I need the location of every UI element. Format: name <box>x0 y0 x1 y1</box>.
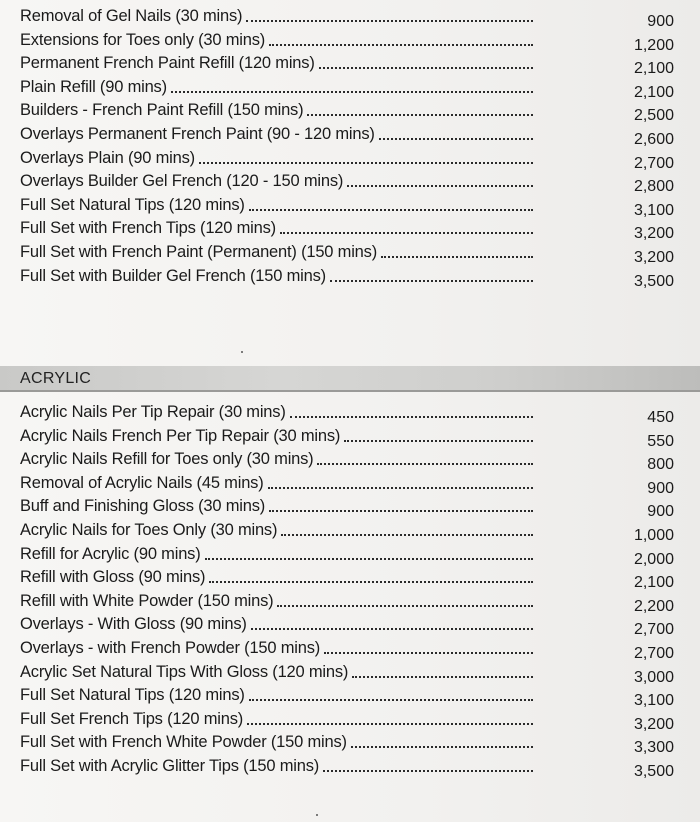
service-label: Full Set with Builder Gel French (150 mins) <box>20 266 326 285</box>
service-label: Refill for Acrylic (90 mins) <box>20 544 201 563</box>
service-label: Buff and Finishing Gloss (30 mins) <box>20 497 266 516</box>
service-label: Permanent French Paint Refill (120 mins) <box>20 54 315 73</box>
leader-dots <box>323 768 533 772</box>
list-item <box>0 122 700 146</box>
service-label: Acrylic Nails French Per Tip Repair (30 mins) <box>20 426 341 445</box>
service-label: Removal of Gel Nails (30 mins) <box>20 7 243 25</box>
service-price: 1,000 <box>633 526 674 544</box>
service-price: 3,500 <box>633 272 674 290</box>
list-item <box>0 518 700 542</box>
list-item <box>0 447 700 474</box>
list-item <box>0 75 700 99</box>
list-item <box>0 612 700 639</box>
section-header <box>0 366 700 392</box>
service-label: Full Set French Tips (120 mins) <box>20 709 244 728</box>
service-label: Acrylic Nails Refill for Toes only (30 mins) <box>20 450 314 469</box>
service-price: 2,700 <box>633 644 674 662</box>
service-price: 2,000 <box>633 550 674 568</box>
service-price: 900 <box>647 503 674 521</box>
leader-dots <box>317 461 533 465</box>
service-price: 3,300 <box>633 739 674 757</box>
leader-dots <box>307 112 533 116</box>
service-price: 450 <box>647 409 674 426</box>
service-price: 1,200 <box>633 36 674 54</box>
service-price: 2,200 <box>633 597 674 615</box>
service-price: 900 <box>647 13 674 30</box>
leader-dots <box>249 207 533 211</box>
leader-dots <box>269 508 533 512</box>
list-item <box>0 494 700 521</box>
leader-dots <box>269 42 533 46</box>
list-item <box>0 565 700 592</box>
service-price: 2,100 <box>633 83 674 101</box>
service-label: Full Set with French Tips (120 mins) <box>20 219 276 238</box>
service-label: Plain Refill (90 mins) <box>20 77 167 96</box>
service-price: 3,100 <box>633 201 674 219</box>
leader-dots <box>379 136 533 140</box>
service-price: 3,000 <box>633 668 674 686</box>
list-item <box>0 471 700 495</box>
service-price: 2,700 <box>633 621 674 639</box>
leader-dots <box>268 485 533 489</box>
list-item <box>0 589 700 613</box>
service-price: 2,600 <box>633 130 674 148</box>
service-label: Overlays Builder Gel French (120 - 150 mins) <box>20 172 344 191</box>
list-item <box>0 169 700 196</box>
leader-dots <box>319 65 533 69</box>
service-label: Builders - French Paint Refill (150 mins) <box>20 101 304 120</box>
leader-dots <box>381 254 533 258</box>
list-item <box>0 4 700 28</box>
leader-dots <box>352 674 533 678</box>
service-price: 800 <box>647 456 674 474</box>
leader-dots <box>249 697 533 701</box>
list-item <box>0 683 700 710</box>
leader-dots <box>209 579 533 583</box>
service-price: 3,200 <box>633 715 674 733</box>
list-item <box>0 424 700 448</box>
leader-dots <box>281 532 533 536</box>
leader-dots <box>171 89 533 93</box>
service-label: Overlays Permanent French Paint (90 - 120 mins) <box>20 124 375 143</box>
leader-dots <box>330 278 533 282</box>
leader-dots <box>290 414 533 418</box>
list-item <box>0 146 700 170</box>
service-label: Removal of Acrylic Nails (45 mins) <box>20 473 264 492</box>
list-item <box>0 193 700 217</box>
service-label: Refill with White Powder (150 mins) <box>20 591 274 610</box>
leader-dots <box>347 183 533 187</box>
list-item <box>0 400 700 424</box>
service-label: Full Set with French Paint (Permanent) (150 mins) <box>20 242 378 261</box>
service-label: Full Set Natural Tips (120 mins) <box>20 195 245 214</box>
list-item <box>0 98 700 125</box>
service-label: Full Set with French White Powder (150 mins) <box>20 733 347 752</box>
service-price: 2,100 <box>633 60 674 78</box>
print-speck <box>241 351 243 353</box>
service-price: 2,100 <box>633 574 674 592</box>
service-label: Full Set Natural Tips (120 mins) <box>20 686 245 705</box>
leader-dots <box>205 556 533 560</box>
leader-dots <box>199 160 533 164</box>
list-item <box>0 660 700 684</box>
service-price: 900 <box>647 479 674 497</box>
list-item <box>0 51 700 78</box>
service-price: 3,100 <box>633 692 674 710</box>
gel-section <box>0 4 700 290</box>
list-item <box>0 707 700 731</box>
service-label: Overlays - With Gloss (90 mins) <box>20 615 247 634</box>
service-price: 2,700 <box>633 154 674 172</box>
section-title: ACRYLIC <box>20 370 92 387</box>
leader-dots <box>247 721 533 725</box>
service-label: Full Set with Acrylic Glitter Tips (150 mins) <box>20 756 320 775</box>
service-label: Acrylic Nails for Toes Only (30 mins) <box>20 520 278 539</box>
leader-dots <box>251 626 533 630</box>
service-label: Extensions for Toes only (30 mins) <box>20 30 266 49</box>
leader-dots <box>246 18 533 22</box>
service-price: 2,800 <box>633 178 674 196</box>
service-label: Overlays Plain (90 mins) <box>20 148 195 167</box>
leader-dots <box>324 650 533 654</box>
leader-dots <box>280 230 533 234</box>
service-label: Overlays - with French Powder (150 mins) <box>20 638 321 657</box>
list-item <box>0 542 700 566</box>
list-item <box>0 216 700 243</box>
list-item <box>0 28 700 52</box>
leader-dots <box>277 603 533 607</box>
service-label: Refill with Gloss (90 mins) <box>20 568 206 587</box>
list-item <box>0 636 700 660</box>
print-speck <box>316 814 318 816</box>
list-item <box>0 264 700 288</box>
service-price: 2,500 <box>633 107 674 125</box>
service-label: Acrylic Nails Per Tip Repair (30 mins) <box>20 403 286 421</box>
list-item <box>0 240 700 264</box>
leader-dots <box>351 744 533 748</box>
list-item <box>0 754 700 778</box>
leader-dots <box>344 438 533 442</box>
service-price: 3,500 <box>633 762 674 780</box>
acrylic-section <box>0 366 700 778</box>
list-item <box>0 730 700 757</box>
service-price: 3,200 <box>633 248 674 266</box>
service-price: 3,200 <box>633 225 674 243</box>
service-price: 550 <box>647 432 674 450</box>
service-label: Acrylic Set Natural Tips With Gloss (120 mins) <box>20 662 349 681</box>
